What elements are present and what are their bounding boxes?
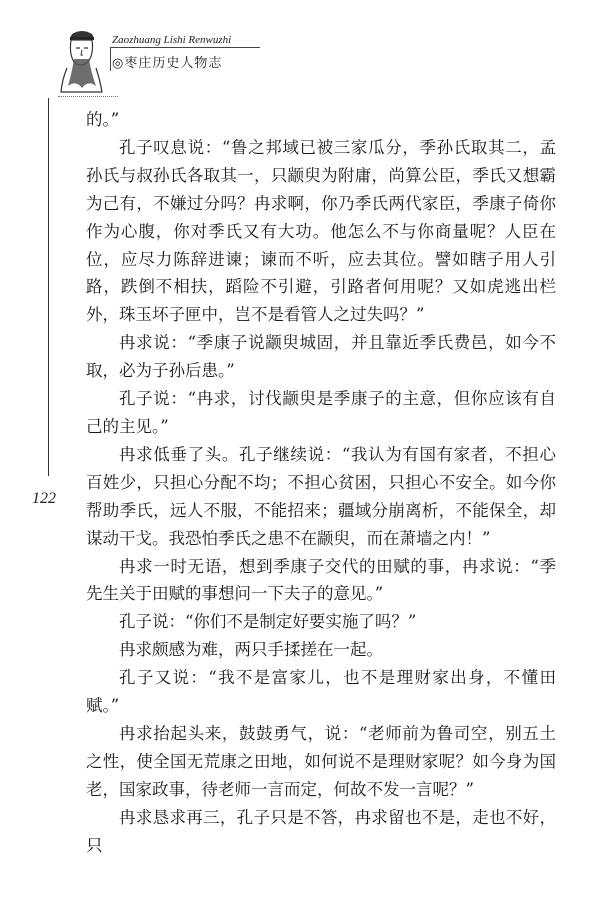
header-title-latin: Zaozhuang Lishi Renwuzhi <box>112 34 232 46</box>
paragraph: 孔子说：“冉求，讨伐颛臾是季康子的主意，但你应该有自己的主见。” <box>86 389 556 436</box>
running-header <box>58 28 318 96</box>
header-rule-vertical <box>110 47 111 71</box>
paragraph: 冉求低垂了头。孔子继续说：“我认为有国有家者，不担心百姓少，只担心分配不均；不担心贫困，只担心不安全。如今你帮助季氏，远人不服，不能招来；疆域分崩离析，不能保全，却谋动干戈。我恐怕季氏之患不在颛臾，而在萧墙之内！” <box>86 444 556 548</box>
paragraph: 的。” <box>86 110 120 129</box>
paragraph: 冉求一时无语，想到季康子交代的田赋的事，冉求说：“季先生关于田赋的事想问一下夫子的意见。” <box>86 556 556 604</box>
paragraph: 冉求说：“季康子说颛臾城固，并且靠近季氏费邑，如今不取，必为子孙后患。” <box>86 333 556 381</box>
body-text <box>86 106 556 859</box>
header-title-chinese: ◎枣庄历史人物志 <box>112 56 223 71</box>
paragraph: 孔子说：“你们不是制定好要实施了吗？” <box>119 612 417 632</box>
header-rule <box>110 47 260 48</box>
header-dotted-rule <box>58 96 118 97</box>
paragraph: 冉求颇感为难，两只手揉搓在一起。 <box>119 640 383 660</box>
margin-line <box>48 98 49 476</box>
paragraph: 冉求抬起头来，鼓鼓勇气，说：“老师前为鲁司空，别五土之性，使全国无荒康之田地，如何说不是理财家呢？如今身为国老，国家政事，待老师一言而定，何故不发一言呢？” <box>86 723 556 799</box>
paragraph: 冉求恳求再三，孔子只是不答，冉求留也不是，走也不好，只 <box>86 807 556 855</box>
paragraph: 孔子又说：“我不是富家儿，也不是理财家出身，不懂田赋。” <box>86 668 556 716</box>
confucius-portrait-icon <box>58 28 104 94</box>
paragraph: 孔子叹息说：“鲁之邦域已被三家瓜分，季孙氏取其二，孟孙氏与叔孙氏各取其一，只颛臾为附庸，尚算公臣，季氏又想霸为己有，不嫌过分吗？冉求啊，你乃季氏两代家臣，季康子倚你作为心腹，你对季氏又有大功。他怎么不与你商量呢？人臣在位，应尽力陈辞进谏；谏而不听，应去其位。譬如瞎子用人引路，跌倒不相扶，蹈险不引避，引路者何用呢？又如虎逃出栏外，珠玉坏子匣中，岂不是看管人之过失吗？” <box>86 137 556 325</box>
page-number: 122 <box>32 490 56 507</box>
